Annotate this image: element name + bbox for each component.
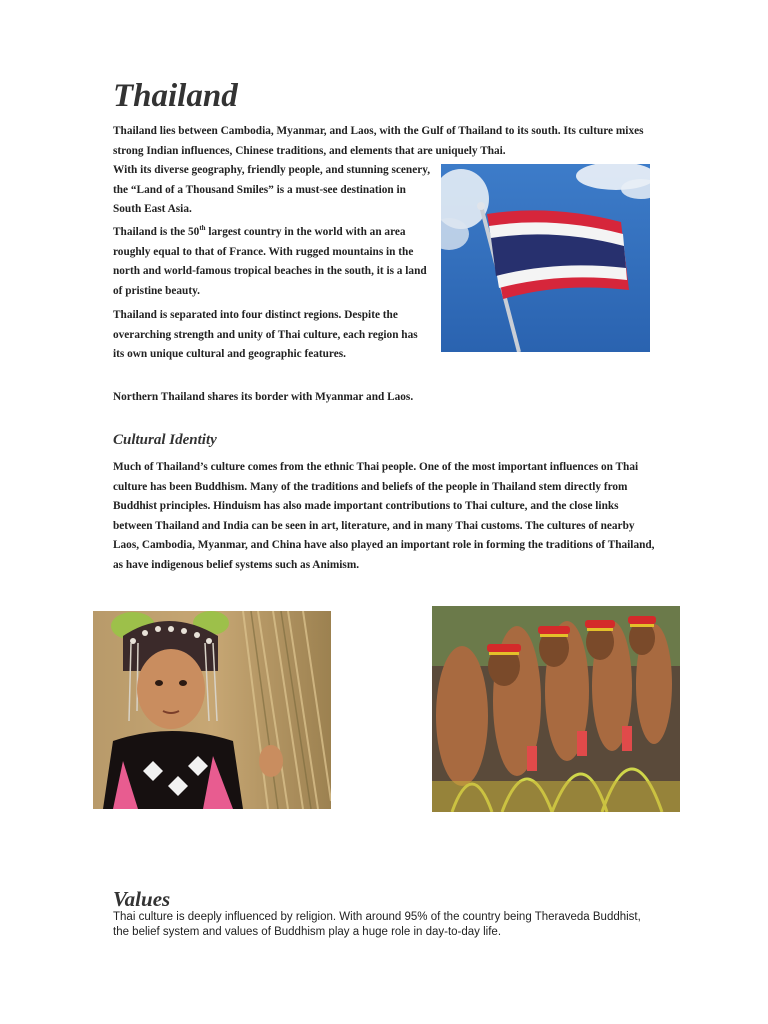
- section-heading-values: Values: [113, 887, 171, 911]
- section-heading-cultural: Cultural Identity: [113, 432, 217, 448]
- flag-image: [441, 164, 650, 352]
- paragraph-regions: Thailand is separated into four distinct regions. Despite the overarching strength and unity of Thai culture, each region has its own unique cultural and geographic features.: [113, 309, 418, 361]
- paragraph-cultural: Much of Thailand’s culture comes from the ethnic Thai people. One of the most important influences on Thai culture has been Buddhism. Many of the traditions and beliefs of the people in Thailand stem directly from Buddhist principles. Hinduism has also made important contributions to Thai culture, and the close links between Thailand and India can be seen in art, literature, and in many Thai customs. The cultures of nearby Laos, Cambodia, Myanmar, and China have also played an important role in forming the traditions of Thailand, as have indigenous belief systems such as Animism.: [113, 461, 655, 571]
- paragraph-northern: Northern Thailand shares its border with Myanmar and Laos.: [113, 391, 414, 403]
- intro-paragraph: Thailand lies between Cambodia, Myanmar, and Laos, with the Gulf of Thailand to its south. Its culture mixes strong Indian influences, Chinese traditions, and elements that are uniquely Thai.: [113, 125, 644, 157]
- size-text-start: Thailand is the 50: [113, 226, 200, 238]
- page-title: Thailand: [113, 78, 238, 114]
- paragraph-values: Thai culture is deeply influenced by religion. With around 95% of the country being Theraveda Buddhist, the belief system and values of Buddhism play a huge role in day-to-day life.: [113, 911, 641, 938]
- child-image: [93, 611, 331, 809]
- paragraph-size: [113, 223, 431, 301]
- paragraph-destination: With its diverse geography, friendly people, and stunning scenery, the “Land of a Thousand Smiles” is a must-see destination in South East Asia.: [113, 164, 431, 216]
- size-text-end: largest country in the world with an area roughly equal to that of France. With rugged mountains in the north and world-famous tropical beaches in the south, it is a land of pristine beauty.: [113, 226, 427, 297]
- ordinal-superscript: th: [199, 224, 206, 233]
- dancers-image: [432, 606, 680, 812]
